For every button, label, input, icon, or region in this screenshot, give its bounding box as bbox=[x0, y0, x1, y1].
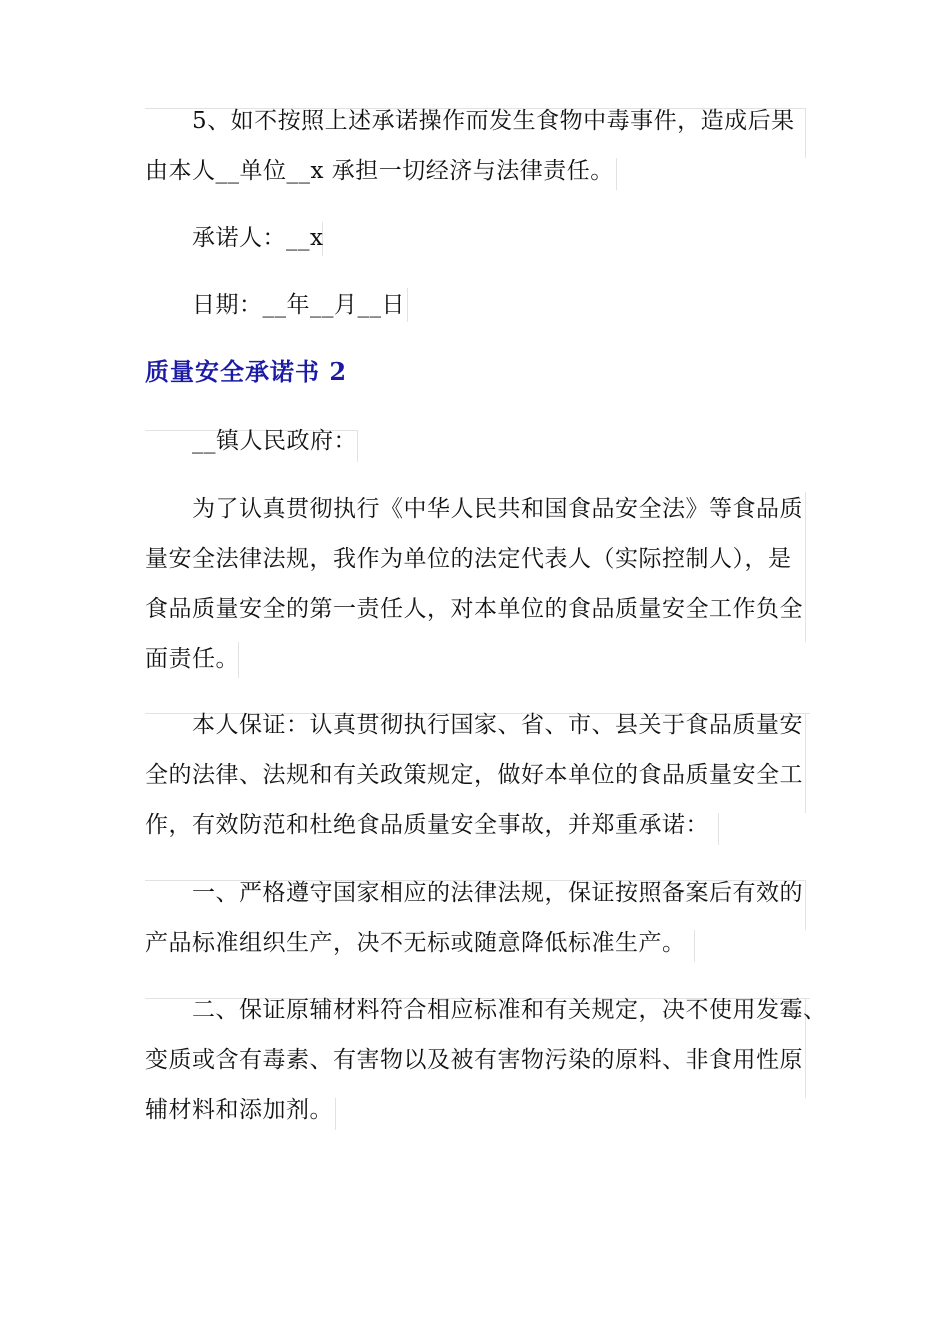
paragraph-line: 由本人__单位__x 承担一切经济与法律责任。 bbox=[145, 158, 614, 184]
paragraph-line: 变质或含有毒素、有害物以及被有害物污染的原料、非食用性原 bbox=[145, 1047, 803, 1073]
paragraph-line: 量安全法律法规，我作为单位的法定代表人（实际控制人），是 bbox=[145, 546, 792, 572]
paragraph-line: 全的法律、法规和有关政策规定，做好本单位的食品质量安全工 bbox=[145, 762, 803, 788]
paragraph-guide bbox=[805, 492, 806, 642]
paragraph-line: 二、保证原辅材料符合相应标准和有关规定，决不使用发霉、 bbox=[192, 997, 827, 1023]
paragraph-guide bbox=[407, 288, 408, 322]
promisor-text: 承诺人：__x bbox=[192, 225, 324, 251]
paragraph-line: 产品标准组织生产，决不无标或随意降低标准生产。 bbox=[145, 930, 686, 956]
promisor-line bbox=[145, 213, 323, 263]
paragraph-line: 作，有效防范和杜绝食品质量安全事故，并郑重承诺： bbox=[145, 812, 709, 838]
paragraph-guide bbox=[357, 430, 358, 462]
paragraph-line: 本人保证：认真贯彻执行国家、省、市、县关于食品质量安 bbox=[192, 712, 803, 738]
paragraph-item-5 bbox=[145, 96, 795, 196]
date-line bbox=[145, 280, 405, 330]
section-heading: 质量安全承诺书 2 bbox=[145, 357, 348, 386]
paragraph-item-one bbox=[145, 868, 803, 968]
paragraph-line: 面责任。 bbox=[145, 646, 239, 672]
paragraph-guide bbox=[805, 713, 806, 813]
paragraph-line: 食品质量安全的第一责任人，对本单位的食品质量安全工作负全 bbox=[145, 596, 803, 622]
paragraph-guarantee bbox=[145, 700, 803, 850]
paragraph-line: 5、如不按照上述承诺操作而发生食物中毒事件，造成后果 bbox=[192, 108, 795, 134]
date-text: 日期：__年__月__日 bbox=[192, 292, 405, 318]
paragraph-line: 辅材料和添加剂。 bbox=[145, 1097, 333, 1123]
paragraph-guide bbox=[805, 108, 806, 158]
paragraph-line: 一、严格遵守国家相应的法律法规，保证按照备案后有效的 bbox=[192, 880, 803, 906]
paragraph-intro bbox=[145, 484, 803, 684]
paragraph-line: 为了认真贯彻执行《中华人民共和国食品安全法》等食品质 bbox=[192, 496, 803, 522]
addressee-line bbox=[145, 416, 357, 466]
addressee-text: __镇人民政府： bbox=[192, 428, 357, 454]
paragraph-item-two bbox=[145, 985, 827, 1135]
paragraph-guide bbox=[805, 880, 806, 930]
